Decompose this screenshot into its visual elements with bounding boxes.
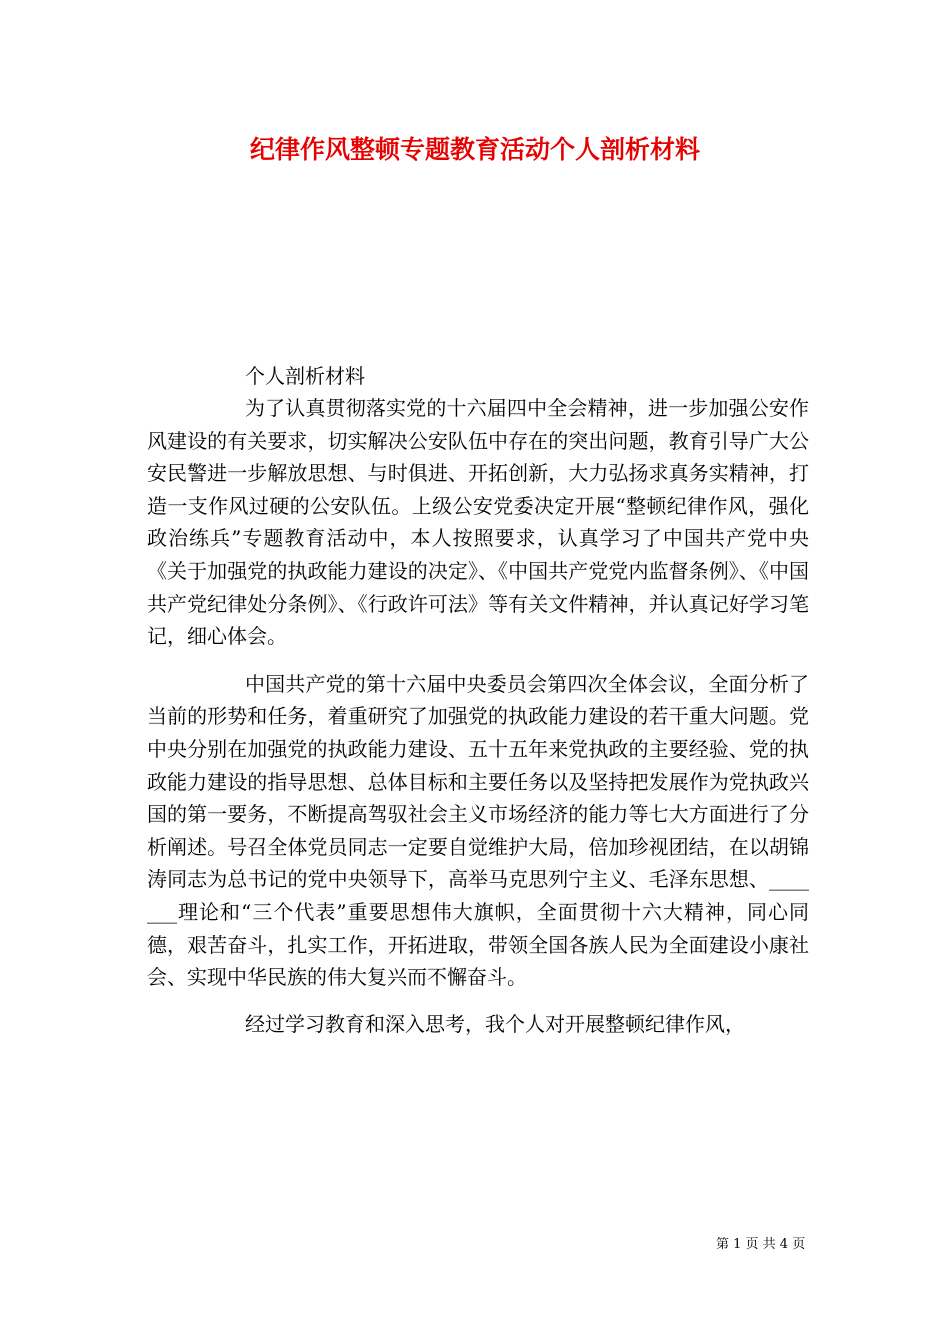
paragraph-3: 经过学习教育和深入思考，我个人对开展整顿纪律作风， (245, 1011, 745, 1036)
document-title: 纪律作风整顿专题教育活动个人剖析材料 (249, 135, 700, 164)
page-number: 第 1 页 共 4 页 (716, 1237, 806, 1252)
document-body (147, 360, 809, 1040)
paragraph-2: 中国共产党的第十六届中央委员会第四次全体会议，全面分析了当前的形势和任务，着重研究了加强党的执政能力建设的若干重大问题。党中央分别在加强党的执政能力建设、五十五年来党执政的主要经验、党的执政能力建设的指导思想、总体目标和主要任务以及坚持把发展作为党执政兴国的第一要务，不断提高驾驭社会主义市场经济的能力等七大方面进行了分析阐述。号召全体党员同志一定要自觉维护大局，倍加珍视团结，在以胡锦涛同志为总书记的党中央领导下，高举马克思列宁主义、毛泽东思想、_______理论和“三个代表”重要思想伟大旗帜，全面贯彻十六大精神，同心同德，艰苦奋斗，扎实工作，开拓进取，带领全国各族人民为全面建设小康社会、实现中华民族的伟大复兴而不懈奋斗。 (147, 671, 809, 990)
section-subheading: 个人剖析材料 (245, 364, 365, 388)
paragraph-1: 为了认真贯彻落实党的十六届四中全会精神，进一步加强公安作风建设的有关要求，切实解决公安队伍中存在的突出问题，教育引导广大公安民警进一步解放思想、与时俱进、开拓创新，大力弘扬求真务实精神，打造一支作风过硬的公安队伍。上级公安党委决定开展“整顿纪律作风，强化政治练兵”专题教育活动中，本人按照要求，认真学习了中国共产党中央《关于加强党的执政能力建设的决定》、《中国共产党党内监督条例》、《中国共产党纪律处分条例》、《行政许可法》等有关文件精神，并认真记好学习笔记，细心体会。 (147, 396, 809, 649)
